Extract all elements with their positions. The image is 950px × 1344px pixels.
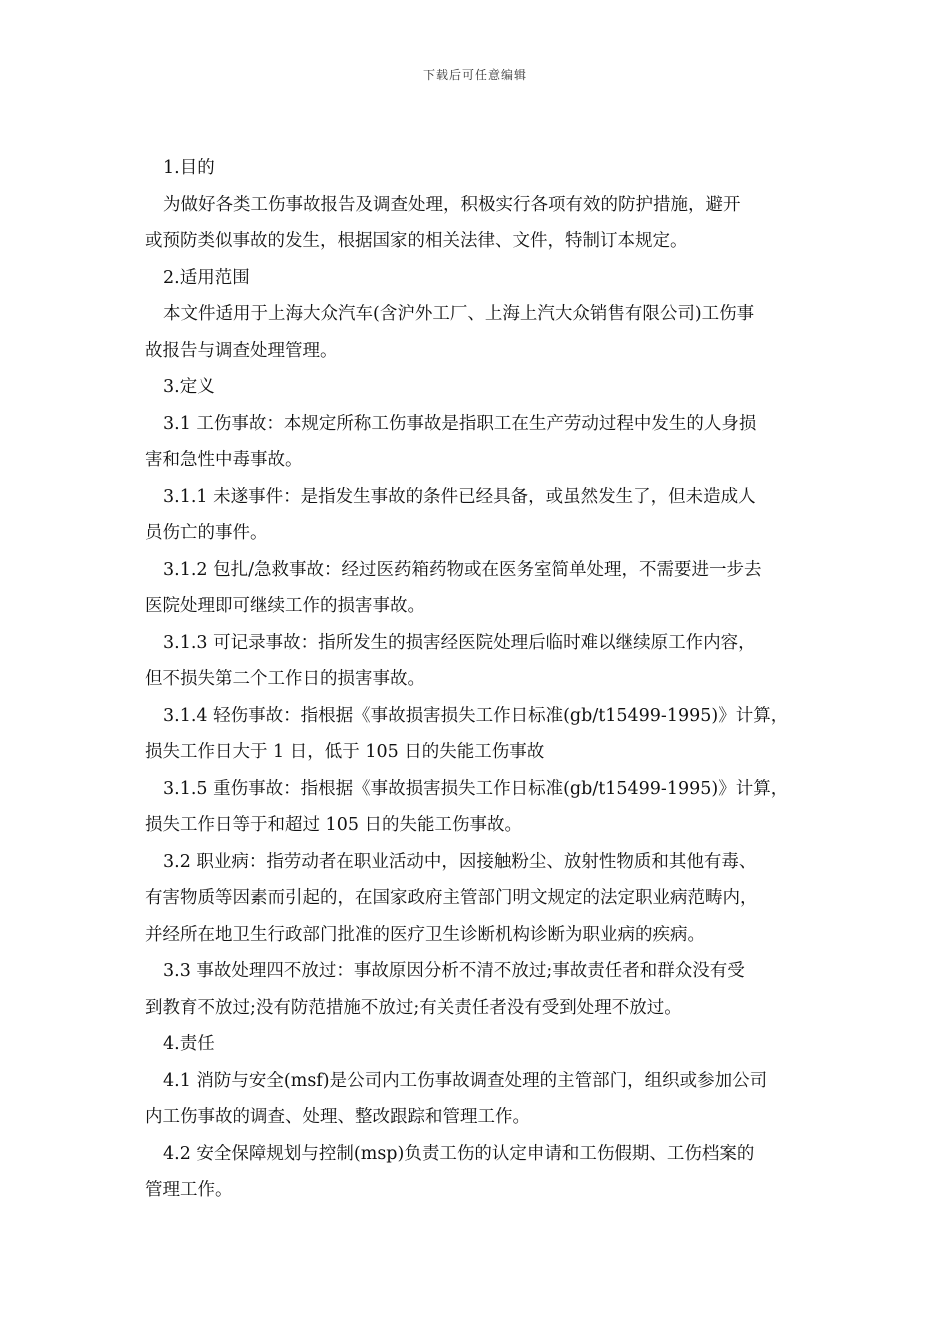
text-line: 故报告与调查处理管理。 (145, 340, 338, 361)
text-line: 损失工作日大于 1 日，低于 105 日的失能工伤事故 (145, 742, 545, 762)
text-line: 害和急性中毒事故。 (145, 450, 303, 470)
text-line: 3.1.5 重伤事故：指根据《事故损害损失工作日标准(gb/t15499-1995)》计算， (163, 778, 789, 799)
header-note: 下载后可任意编辑 (422, 68, 527, 82)
text-line: 4.责任 (163, 1034, 215, 1054)
text-line: 3.1.3 可记录事故：指所发生的损害经医院处理后临时难以继续原工作内容， (163, 632, 756, 653)
document-body (145, 150, 835, 1209)
text-line: 管理工作。 (145, 1180, 233, 1200)
text-line: 但不损失第二个工作日的损害事故。 (145, 669, 425, 689)
text-line: 到教育不放过;没有防范措施不放过;有关责任者没有受到处理不放过。 (145, 997, 682, 1018)
text-line: 1.目的 (163, 158, 215, 178)
text-line: 4.1 消防与安全(msf)是公司内工伤事故调查处理的主管部门，组织或参加公司 (163, 1070, 768, 1091)
text-line: 有害物质等因素而引起的，在国家政府主管部门明文规定的法定职业病范畴内， (145, 888, 758, 908)
text-line: 4.2 安全保障规划与控制(msp)负责工伤的认定申请和工伤假期、工伤档案的 (163, 1143, 755, 1164)
text-line: 本文件适用于上海大众汽车(含沪外工厂、上海上汽大众销售有限公司)工伤事 (163, 304, 755, 324)
text-line: 3.1.4 轻伤事故：指根据《事故损害损失工作日标准(gb/t15499-1995)》计算， (163, 705, 789, 726)
text-line: 2.适用范围 (163, 267, 250, 288)
text-line: 员伤亡的事件。 (145, 523, 268, 543)
text-line: 为做好各类工伤事故报告及调查处理，积极实行各项有效的防护措施，避开 (163, 194, 741, 215)
text-line: 3.1.2 包扎/急救事故：经过医药箱药物或在医务室简单处理，不需要进一步去 (163, 559, 762, 580)
text-line: 或预防类似事故的发生，根据国家的相关法律、文件，特制订本规定。 (145, 231, 688, 251)
text-line: 3.2 职业病：指劳动者在职业活动中，因接触粉尘、放射性物质和其他有毒、 (163, 851, 757, 872)
text-line: 3.1 工伤事故：本规定所称工伤事故是指职工在生产劳动过程中发生的人身损 (163, 413, 757, 434)
text-line: 损失工作日等于和超过 105 日的失能工伤事故。 (145, 815, 523, 835)
text-line: 并经所在地卫生行政部门批准的医疗卫生诊断机构诊断为职业病的疾病。 (145, 924, 705, 945)
text-line: 内工伤事故的调查、处理、整改跟踪和管理工作。 (145, 1107, 530, 1127)
text-line: 3.定义 (163, 377, 215, 397)
text-line: 医院处理即可继续工作的损害事故。 (145, 596, 425, 616)
text-line: 3.3 事故处理四不放过：事故原因分析不清不放过;事故责任者和群众没有受 (163, 961, 745, 981)
text-line: 3.1.1 未遂事件：是指发生事故的条件已经具备，或虽然发生了，但未造成人 (163, 486, 756, 507)
